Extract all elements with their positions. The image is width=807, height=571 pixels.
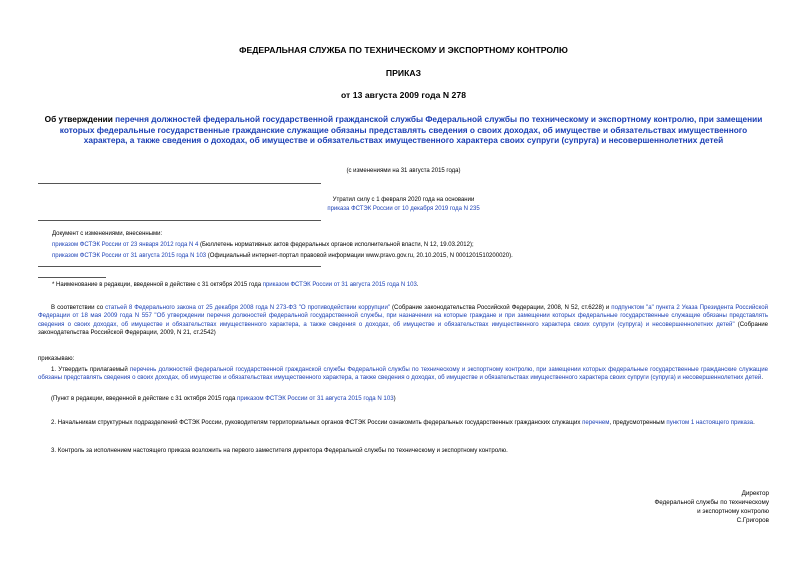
decree-link[interactable]: подпунктом "а" пункта 2 Указа Президента Российской Федерации от 18 мая 2009 года N 557 "Об утверждении перечня должностей федеральной государственной службы, при назначении на которые граждане и при замещении которых федеральные государственные служащие обязаны представлять сведения о своих доходах, об имуществе и обязательствах имущественного характера, а также сведения о доходах, об имуществе и обязательствах имущественного характера своих супруги (супруга) и несовершеннолетних детей" [38, 304, 768, 328]
change-item [52, 253, 772, 261]
note-link[interactable]: приказом ФСТЭК России от 31 августа 2015 года N 103 [237, 395, 394, 402]
changes-heading: Документ с изменениями, внесенными: [52, 231, 163, 237]
item-1: 1. Утвердить прилагаемый перечень должностей федеральной государственной гражданской службы Федеральной службы по техническому и экспортному контролю, при замещении которых федеральные государственные гражданские служащие обязаны представлять сведения о своих доходах, об имуществе и обязательствах имущественного характера, а также сведения о доходах, об имуществе и обязательствах имущественного характера своих супруги (супруга) и несовершеннолетних детей. [38, 366, 768, 382]
change-link[interactable]: приказом ФСТЭК России от 23 января 2012 года N 4 [52, 242, 199, 248]
document-title [40, 114, 767, 146]
title-link[interactable]: перечня должностей федеральной государственной гражданской службы Федеральной службы по техническому и экспортному контролю, при замещении которых федеральные государственные гражданские служащие обязаны представлять сведения о своих доходах, об имуществе и обязательствах имущественного характера, а также сведения о доходах, об имуществе и обязательствах имущественного характера своих супруги (супруга) и несовершеннолетних детей [59, 114, 763, 145]
signature-title: Директор [741, 490, 769, 497]
signature-org: и экспортному контролю [697, 507, 769, 515]
footnote-divider [38, 277, 106, 278]
item-2: 2. Начальникам структурных подразделений ФСТЭК России, руководителям территориальных органов ФСТЭК России ознакомить федеральных государственных гражданских служащих перечнем, предусмотренным пунктом 1 настоящего приказа. [51, 419, 755, 426]
signature-org: Федеральной службы по техническому [654, 498, 769, 506]
item-3: 3. Контроль за исполнением настоящего приказа возложить на первого заместителя директора Федеральной службы по техническому и экспортному контролю. [51, 447, 508, 454]
divider [38, 183, 321, 184]
footnote-link[interactable]: приказом ФСТЭК России от 31 августа 2015 года N 103 [262, 282, 417, 288]
list-link[interactable]: перечнем [582, 419, 610, 426]
expired-link[interactable]: приказа ФСТЭК России от 10 декабря 2019 года N 235 [327, 206, 480, 212]
order-word: приказываю: [38, 355, 75, 362]
agency-heading: ФЕДЕРАЛЬНАЯ СЛУЖБА ПО ТЕХНИЧЕСКОМУ И ЭКСПОРТНОМУ КОНТРОЛЮ [239, 45, 568, 55]
footnote-text: * Наименование в редакции, введенной в действие с 31 октября 2015 года [52, 282, 263, 288]
law-link[interactable]: статьей 8 Федерального закона от 25 декабря 2008 года N 273-ФЗ "О противодействии коррупции" [105, 304, 391, 311]
signature-block [654, 490, 769, 526]
amended-note: (с изменениями на 31 августа 2015 года) [346, 168, 461, 174]
divider [38, 266, 321, 267]
signature-name: С.Григоров [736, 516, 769, 524]
footnote: * Наименование в редакции, введенной в действие с 31 октября 2015 года приказом ФСТЭК России от 31 августа 2015 года N 103. [52, 282, 419, 288]
doc-type: ПРИКАЗ [385, 68, 422, 78]
change-item [52, 242, 772, 250]
change-text: (Официальный интернет-портал правовой информации www.pravo.gov.ru, 20.10.2015, N 0001201510200020). [206, 253, 513, 259]
divider [38, 220, 321, 221]
preamble: В соответствии со статьей 8 Федерального закона от 25 декабря 2008 года N 273-ФЗ "О противодействии коррупции" (Собрание законодательства Российской Федерации, 2008, N 52, ст.6228) и подпунктом "а" пункта 2 Указа Президента Российской Федерации от 18 мая 2009 года N 557 "Об утверждении перечня должностей федеральной государственной службы, при назначении на которые граждане и при замещении которых федеральные государственные служащие обязаны представлять сведения о своих доходах, об имуществе и обязательствах имущественного характера, а также сведения о доходах, об имуществе и обязательствах имущественного характера своих супруги (супруга) и несовершеннолетних детей" (Собрание законодательства Российской Федерации, 2009, N 21, ст.2542) [38, 304, 768, 337]
change-link[interactable]: приказом ФСТЭК России от 31 августа 2015 года N 103 [52, 253, 207, 259]
expired-line: Утратил силу с 1 февраля 2020 года на основании [332, 197, 475, 203]
point-link[interactable]: пунктом 1 настоящего приказа [666, 419, 754, 426]
item-1-note: (Пункт в редакции, введенной в действие с 31 октября 2015 года приказом ФСТЭК России от 31 августа 2015 года N 103) [51, 395, 396, 402]
date-number: от 13 августа 2009 года N 278 [340, 90, 467, 100]
title-prefix: Об утверждении [44, 114, 116, 124]
list-link[interactable]: перечень должностей федеральной государственной гражданской службы Федеральной службы по техническому и экспортному контролю, при замещении которых федеральные государственные гражданские служащие обязаны представлять сведения о своих доходах, об имуществе и обязательствах имущественного характера, а также сведения о доходах, об имуществе и обязательствах имущественного характера своих супруги (супруга) и несовершеннолетних детей [38, 366, 768, 382]
change-text: (Бюллетень нормативных актов федеральных органов исполнительной власти, N 12, 19.03.2012); [198, 242, 474, 248]
